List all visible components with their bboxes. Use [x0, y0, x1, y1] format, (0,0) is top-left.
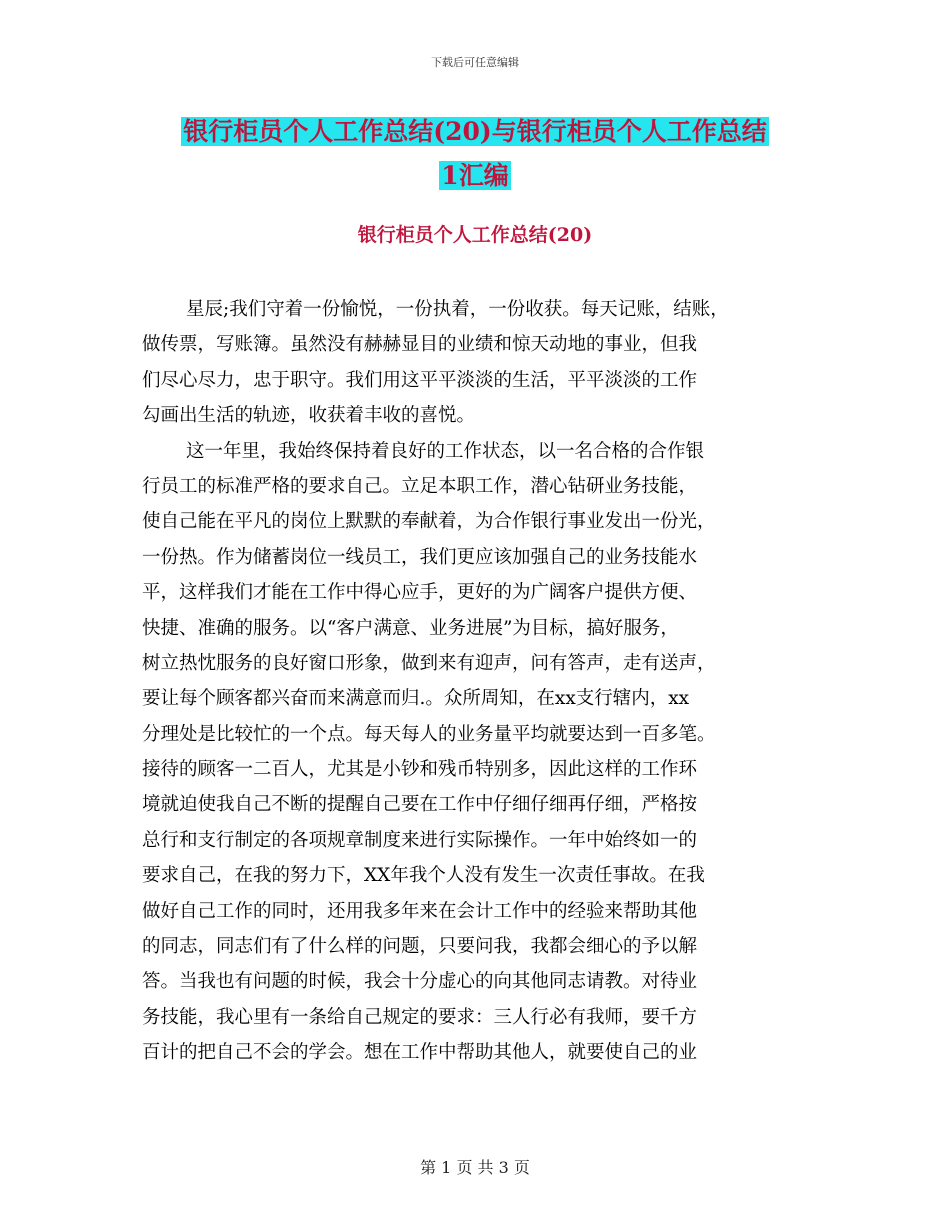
paragraph-line: 快捷、准确的服务。以“客户满意、业务进展”为目标，搞好服务， — [142, 617, 679, 639]
title-line-2: 1汇编 — [441, 161, 509, 190]
paragraph-line: 要让每个顾客都兴奋而来满意而归.。众所周知，在xx支行辖内，xx — [142, 688, 690, 710]
paragraph-line: 总行和支行制定的各项规章制度来进行实际操作。一年中始终如一的 — [142, 829, 698, 851]
paragraph-line: 接待的顾客一二百人，尤其是小钞和残币特别多，因此这样的工作环 — [142, 759, 698, 781]
paragraph-line: 做好自己工作的同时，还用我多年来在会计工作中的经验来帮助其他 — [142, 900, 698, 922]
paragraph-line: 的同志，同志们有了什么样的问题，只要问我，我都会细心的予以解 — [142, 936, 698, 958]
paragraph-line: 答。当我也有问题的时候，我会十分虚心的向其他同志请教。对待业 — [142, 971, 698, 993]
paragraph-line: 分理处是比较忙的一个点。每天每人的业务量平均就要达到一百多笔。 — [142, 723, 716, 745]
page-footer: 第 1 页 共 3 页 — [420, 1158, 530, 1177]
paragraph-line: 们尽心尽力，忠于职守。我们用这平平淡淡的生活，平平淡淡的工作 — [142, 369, 698, 391]
header-note: 下载后可任意编辑 — [431, 56, 519, 69]
body-text — [142, 292, 832, 1071]
paragraph-line: 一份热。作为储蓄岗位一线员工，我们更应该加强自己的业务技能水 — [142, 546, 698, 568]
paragraph-line: 务技能，我心里有一条给自己规定的要求：三人行必有我师，要千方 — [142, 1006, 698, 1028]
title-line-1: 银行柜员个人工作总结(20)与银行柜员个人工作总结 — [183, 117, 767, 146]
document-title — [0, 110, 950, 198]
paragraph-line: 平，这样我们才能在工作中得心应手，更好的为广阔客户提供方便、 — [142, 582, 698, 604]
paragraph-line: 星辰;我们守着一份愉悦，一份执着，一份收获。每天记账，结账， — [186, 299, 729, 320]
section-title: 银行柜员个人工作总结(20) — [357, 224, 593, 246]
paragraph-line: 百计的把自己不会的学会。想在工作中帮助其他人，就要使自己的业 — [142, 1042, 698, 1064]
paragraph-line: 要求自己，在我的努力下，XX年我个人没有发生一次责任事故。在我 — [142, 865, 705, 887]
paragraph-line: 做传票，写账簿。虽然没有赫赫显目的业绩和惊天动地的事业，但我 — [142, 334, 698, 356]
paragraph-line: 境就迫使我自己不断的提醒自己要在工作中仔细仔细再仔细，严格按 — [142, 794, 698, 816]
paragraph-line: 行员工的标准严格的要求自己。立足本职工作，潜心钻研业务技能， — [142, 475, 698, 497]
paragraph-line: 这一年里，我始终保持着良好的工作状态，以一名合格的合作银 — [186, 440, 705, 462]
paragraph-line: 勾画出生活的轨迹，收获着丰收的喜悦。 — [142, 405, 476, 427]
paragraph-line: 使自己能在平凡的岗位上默默的奉献着，为合作银行事业发出一份光， — [142, 511, 716, 533]
paragraph-line: 树立热忱服务的良好窗口形象，做到来有迎声，问有答声，走有送声， — [142, 652, 716, 674]
